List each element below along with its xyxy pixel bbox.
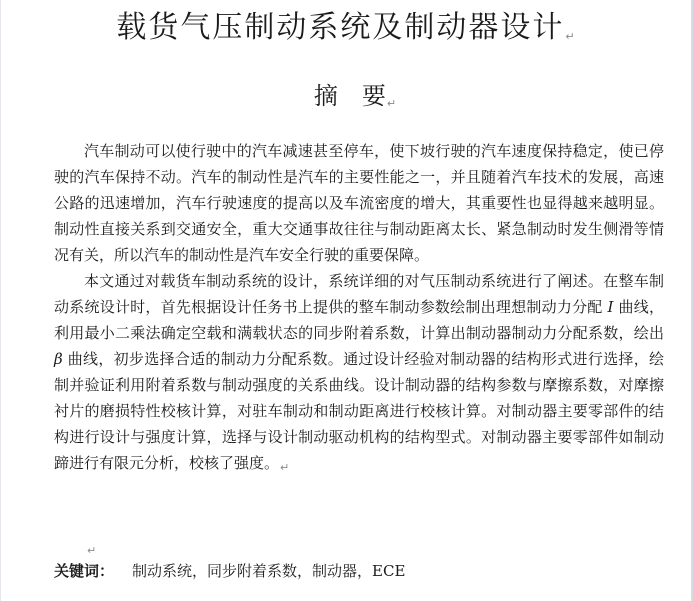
abstract-paragraph-1 xyxy=(54,138,664,268)
abstract-body xyxy=(54,138,664,481)
paragraph-1-text: 汽车制动可以使行驶中的汽车减速甚至停车，使下坡行驶的汽车速度保持稳定，使已停驶的汽车保持不动。汽车的制动性是汽车的主要性能之一，并且随着汽车技术的发展，高速公路的迅速增加，汽车行驶速度的提高以及车流密度的增大，其重要性也显得越来越明显。制动性直接关系到交通安全，重大交通事故往往与制动距离太长、紧急制动时发生侧滑等情况有关，所以汽车的制动性是汽车安全行驶的重要保障。 xyxy=(54,142,664,264)
paragraph-mark-icon: ↵ xyxy=(386,97,397,110)
abstract-heading-char-1: 摘 xyxy=(313,82,338,110)
paragraph-2-text-a: 本文通过对载货车制动系统的设计，系统详细的对气压制动系统进行了阐述。在整车制动系统设计时，首先根据设计任务书上提供的整车制动参数绘制出理想制动力分配 xyxy=(54,272,664,316)
empty-paragraph xyxy=(86,536,96,557)
document-title xyxy=(0,8,693,57)
abstract-paragraph-2 xyxy=(54,268,664,481)
paragraph-2-text-c: 曲线，初步选择合适的制动力分配系数。通过设计经验对制动器的结构形式进行选择，绘制并验证利用附着系数与制动强度的关系曲线。设计制动器的结构参数与摩擦系数，对摩擦衬片的磨损特性校核计算，对驻车制动和制动距离进行校核计算。对制动器主要零部件的结构进行设计与强度计算，选择与设计制动驱动机构的结构型式。对制动器主要零部件如制动蹄进行有限元分析，校核了强度。 xyxy=(54,350,664,472)
paragraph-mark-icon: ↵ xyxy=(565,30,577,43)
keywords-label: 关键词： xyxy=(54,562,115,580)
paragraph-mark-icon: ↵ xyxy=(87,544,97,557)
abstract-heading xyxy=(0,80,693,120)
symbol-i: I xyxy=(607,298,614,316)
paragraph-2-text-b: 曲线，利用最小二乘法确定空载和满载状态的同步附着系数，计算出制动器制动力分配系数，绘出 xyxy=(54,298,664,342)
symbol-beta: β xyxy=(54,350,63,368)
paragraph-mark-icon: ↵ xyxy=(280,461,290,474)
abstract-heading-char-2: 要 xyxy=(361,82,386,110)
keywords-line xyxy=(54,558,674,584)
keywords-text: 制动系统，同步附着系数，制动器，ECE xyxy=(132,562,406,580)
document-title-text: 载货气压制动系统及制动器设计 xyxy=(116,10,565,45)
